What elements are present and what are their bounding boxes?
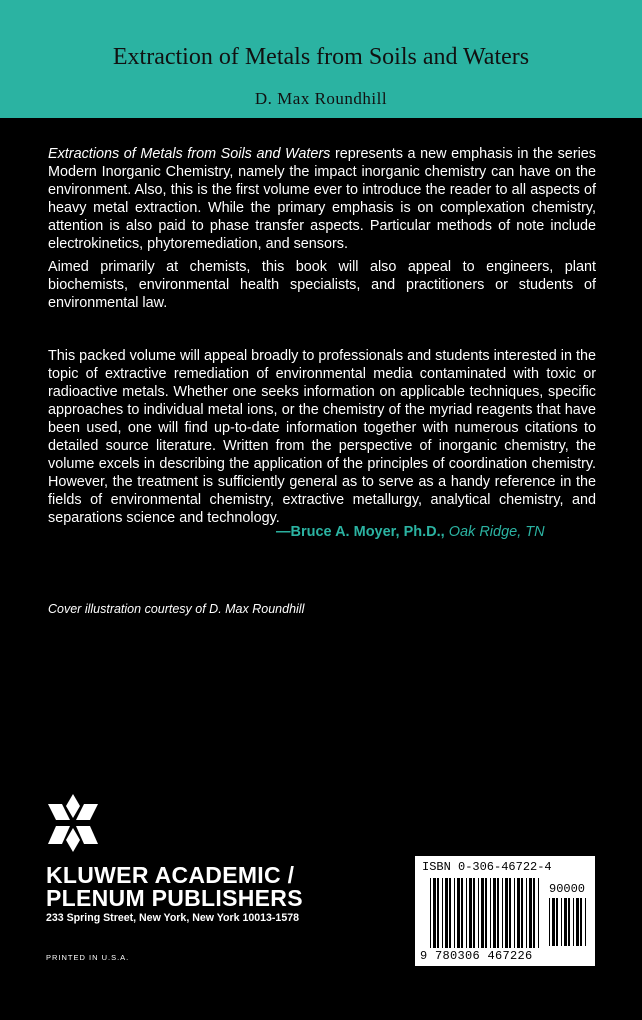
barcode-bar (461, 878, 463, 948)
barcode-bar (502, 878, 503, 948)
barcode-bar (521, 878, 523, 948)
barcode-bar (430, 878, 431, 948)
description-paragraph-2: Aimed primarily at chemists, this book will also appeal to engineers, plant biochemists, environmental health specialists, and practitioners or students of environmental law. (48, 259, 596, 311)
reviewer-name: —Bruce A. Moyer, Ph.D., (276, 524, 449, 540)
printed-in: PRINTED IN U.S.A. (46, 953, 130, 962)
header-band (0, 0, 642, 118)
publisher-name-line2: PLENUM PUBLISHERS (46, 885, 303, 911)
barcode-bar (585, 898, 586, 946)
barcode-bar (490, 878, 491, 948)
reviewer-place: Oak Ridge, TN (448, 524, 545, 540)
barcode-bar (505, 878, 508, 948)
barcode-bar (529, 878, 532, 948)
barcode-bar (561, 898, 562, 946)
barcode-bar (433, 878, 436, 948)
publisher-name-line1: KLUWER ACADEMIC / (46, 862, 295, 888)
barcode-bar (445, 878, 448, 948)
price-code: 90000 (549, 882, 586, 896)
cover-credit: Cover illustration courtesy of D. Max Roundhill (48, 602, 305, 616)
barcode-bar (466, 878, 467, 948)
barcode-bar (556, 898, 558, 946)
barcode-bar (469, 878, 472, 948)
barcode-panel (415, 856, 595, 966)
barcode-bar (580, 898, 582, 946)
description-text: represents a new emphasis in the series Modern Inorganic Chemistry, namely the impact inorganic chemistry can have on the environment. Also, this is the first volume ever to introduce the reader to all aspects of heavy metal extraction. While the primary emphasis is on complexation chemistry, attention is also paid to phase transfer aspects. Particular methods of note include electrokinetics, phytoremediation, and sensors. (48, 146, 597, 252)
barcode-bar (449, 878, 451, 948)
book-title: Extraction of Metals from Soils and Waters (112, 44, 530, 70)
barcode-bar (454, 878, 455, 948)
barcode-bar (481, 878, 484, 948)
barcode-bar (473, 878, 475, 948)
publisher-logo-icon (44, 792, 102, 854)
barcode-bar (442, 878, 443, 948)
review-quote: This packed volume will appeal broadly to professionals and students interested in the topic of extractive remediation of environmental media contaminated with toxic or radioactive metals. Whether one seeks information on applicable techniques, specific approaches to individual metal ions, or the chemistry of the myriad reagents that have been used, one will find up-to-date information together with numerous citations to detailed source literature. Written from the perspective of inorganic chemistry, the volume excels in describing the application of the principles of coordination chemistry. However, the treatment is sufficiently general as to serve as a handy reference in the fields of environmental chemistry, extractive metallurgy, analytical chemistry, and separations science and technology. (48, 348, 596, 526)
review-attribution (276, 524, 545, 540)
barcode-bar (457, 878, 460, 948)
barcode-bar (533, 878, 535, 948)
barcode-bar (437, 878, 439, 948)
barcode-bar (552, 898, 555, 946)
barcode-bar (568, 898, 570, 946)
barcode-bar (538, 878, 539, 948)
barcode-bar (509, 878, 511, 948)
barcode-bar (514, 878, 515, 948)
publisher-address: 233 Spring Street, New York, New York 10013-1578 (46, 912, 300, 924)
isbn-label: ISBN 0-306-46722-4 (422, 860, 552, 874)
addon-barcode-icon (549, 898, 589, 946)
barcode-bar (549, 898, 550, 946)
barcode-bar (478, 878, 479, 948)
description-paragraph-1 (48, 145, 596, 253)
barcode-bar (485, 878, 487, 948)
ean-barcode-icon (430, 878, 542, 948)
book-author: D. Max Roundhill (254, 89, 388, 108)
barcode-bar (573, 898, 574, 946)
barcode-bar (526, 878, 527, 948)
barcode-bar (497, 878, 499, 948)
barcode-bar (564, 898, 567, 946)
barcode-bar (576, 898, 579, 946)
ean-number: 9 780306 467226 (420, 949, 533, 963)
barcode-bar (517, 878, 520, 948)
barcode-bar (493, 878, 496, 948)
description-title-italic: Extractions of Metals from Soils and Waters (48, 146, 331, 162)
